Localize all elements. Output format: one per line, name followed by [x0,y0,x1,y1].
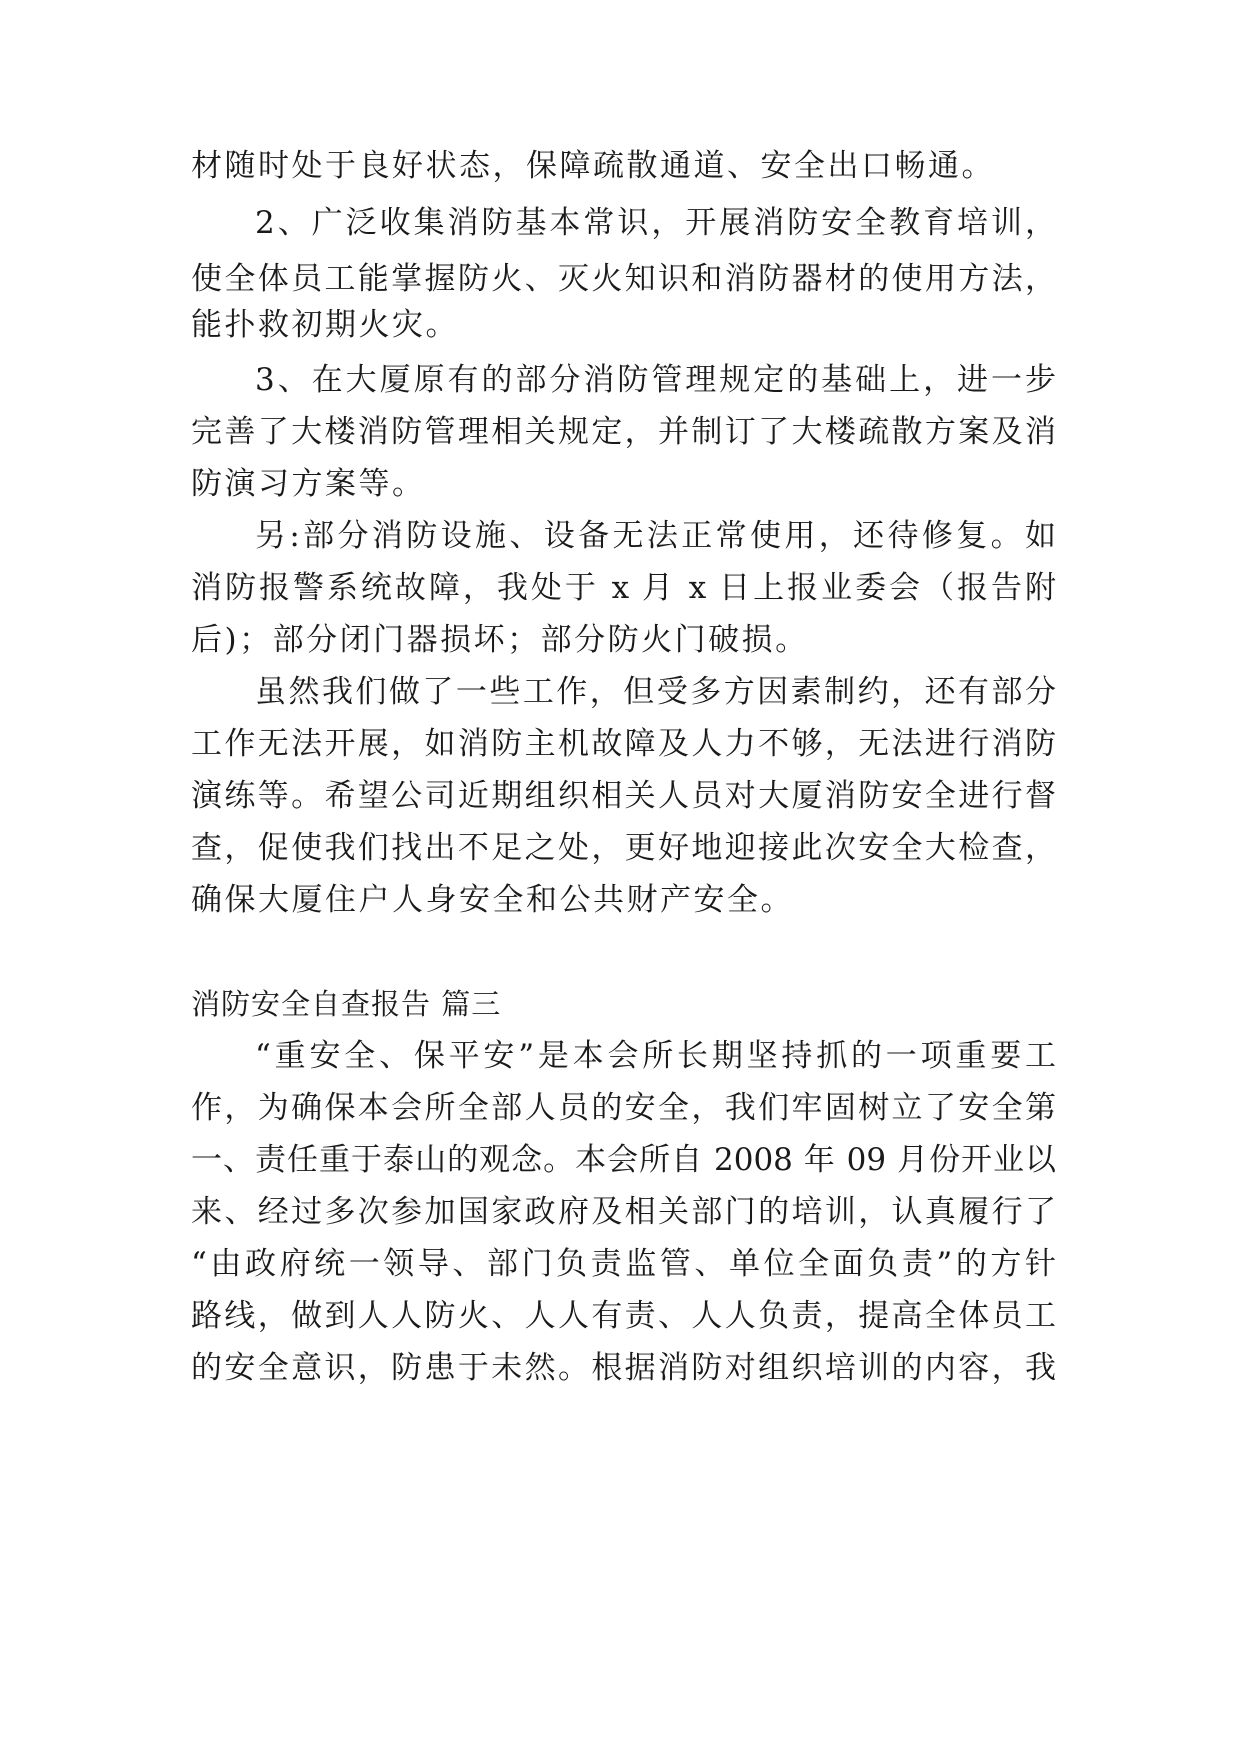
text-line: 使全体员工能掌握防火、灭火知识和消防器材的使用方法， [191,261,1056,297]
text-line: 一、责任重于泰山的观念。本会所自 2008 年 09 月份开业以 [191,1142,1056,1178]
text-line: 工作无法开展，如消防主机故障及人力不够，无法进行消防 [191,726,1056,762]
text-line: 完善了大楼消防管理相关规定，并制订了大楼疏散方案及消 [191,414,1056,450]
text-line: 路线，做到人人防火、人人有责、人人负责，提高全体员工 [191,1298,1056,1334]
text-line: 消防报警系统故障，我处于 x 月 x 日上报业委会（报告附 [191,570,1056,606]
text-line: 的安全意识，防患于未然。根据消防对组织培训的内容，我 [191,1350,1056,1386]
text-line: 另:部分消防设施、设备无法正常使用，还待修复。如 [255,518,1056,554]
text-line: 演练等。希望公司近期组织相关人员对大厦消防安全进行督 [191,778,1056,814]
text-line: 作，为确保本会所全部人员的安全，我们牢固树立了安全第 [191,1090,1056,1126]
text-line: 来、经过多次参加国家政府及相关部门的培训，认真履行了 [191,1194,1056,1230]
text-line: 查，促使我们找出不足之处，更好地迎接此次安全大检查， [191,830,1056,866]
text-line: 虽然我们做了一些工作，但受多方因素制约，还有部分 [255,674,1056,710]
text-line: 3、在大厦原有的部分消防管理规定的基础上，进一步 [255,362,1056,398]
text-line: 2、广泛收集消防基本常识，开展消防安全教育培训， [255,205,1056,241]
text-line: “由政府统一领导、部门负责监管、单位全面负责”的方针 [191,1246,1056,1282]
text-line: 防演习方案等。 [191,466,426,502]
text-line: 能扑救初期火灾。 [191,307,459,343]
text-line: 后)；部分闭门器损坏；部分防火门破损。 [191,622,809,658]
text-line: 材随时处于良好状态，保障疏散通道、安全出口畅通。 [191,148,995,184]
section-heading: 消防安全自查报告 篇三 [191,987,502,1021]
text-line: 确保大厦住户人身安全和公共财产安全。 [191,882,794,918]
text-line: “重安全、保平安”是本会所长期坚持抓的一项重要工 [255,1038,1056,1074]
